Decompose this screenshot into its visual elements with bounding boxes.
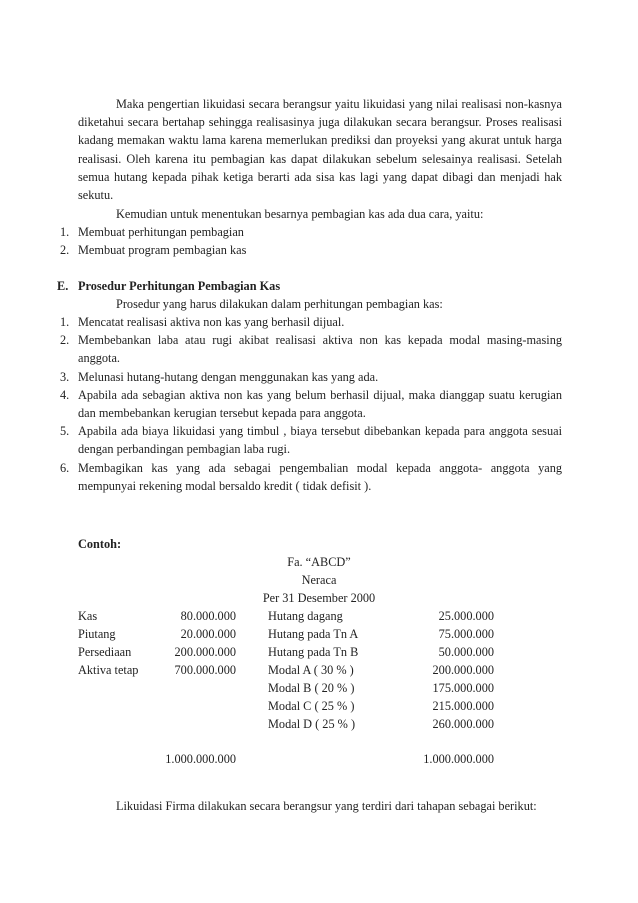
asset-value: 20.000.000 <box>180 627 236 641</box>
intro-paragraph: Maka pengertian likuidasi secara berangsur yaitu likuidasi yang nilai realisasi non-kasnya diketahui secara bertahap sehingga realisasinya juga dilakukan secara berangsur. Proses realisasi kadang memakan waktu lama karena memerlukan prediksi dan proyeksi yang akurat untuk harga realisasi. Oleh karena itu pembagian kas dapat dilakukan sebelum selesainya realisasi. Setelah semua hutang kepada pihak ketiga berarti ada sisa kas lagi yang dapat dibagi dan menjadi hak sekutu. <box>78 97 562 203</box>
closing-paragraph: Likuidasi Firma dilakukan secara berangsur yang terdiri dari tahapan sebagai berikut: <box>116 799 537 813</box>
section-title: Prosedur Perhitungan Pembagian Kas <box>78 279 281 293</box>
liability-name: Hutang pada Tn A <box>268 627 359 641</box>
total-assets: 1.000.000.000 <box>165 752 236 766</box>
liability-value: 175.000.000 <box>432 681 494 695</box>
asset-value: 700.000.000 <box>174 663 236 677</box>
report-date: Per 31 Desember 2000 <box>262 591 376 605</box>
list-item: 4. Apabila ada sebagian aktiva non kas yang belum berhasil dijual, maka dianggap suatu kerugian dan membebankan kerugian tersebut kepada para anggota. <box>60 387 562 421</box>
asset-name: Aktiva tetap <box>78 663 139 677</box>
liability-value: 215.000.000 <box>432 699 494 713</box>
liability-value: 75.000.000 <box>438 627 494 641</box>
section-letter: E. <box>57 279 69 293</box>
asset-name: Kas <box>78 609 98 623</box>
asset-name: Persediaan <box>78 645 132 659</box>
liability-name: Hutang pada Tn B <box>268 645 359 659</box>
liability-value: 200.000.000 <box>432 663 494 677</box>
example-label: Contoh: <box>78 537 122 551</box>
asset-name: Piutang <box>78 627 116 641</box>
liability-name: Modal C ( 25 % ) <box>268 699 355 713</box>
liability-name: Modal D ( 25 % ) <box>268 717 356 731</box>
section-lead: Prosedur yang harus dilakukan dalam perhitungan pembagian kas: <box>116 297 443 311</box>
liability-value: 25.000.000 <box>438 609 494 623</box>
list-item: 5. Apabila ada biaya likuidasi yang timbul , biaya tersebut dibebankan kepada para anggota sesuai dengan perbandingan pembagian laba rugi. <box>60 424 562 457</box>
liability-value: 50.000.000 <box>438 645 494 659</box>
liability-name: Modal A ( 30 % ) <box>268 663 354 677</box>
list-item: 3. Melunasi hutang-hutang dengan menggunakan kas yang ada. <box>60 369 379 384</box>
liability-name: Hutang dagang <box>268 609 343 623</box>
list-item: 6. Membagikan kas yang ada sebagai pengembalian modal kepada anggota- anggota yang mempunyai rekening modal bersaldo kredit ( tidak defisit ). <box>60 460 562 493</box>
list-item: 2. Membuat program pembagian kas <box>60 243 247 258</box>
ways-list <box>60 223 562 259</box>
liability-value: 260.000.000 <box>432 717 494 731</box>
list-item: 1. Membuat perhitungan pembagian <box>60 225 244 239</box>
liability-name: Modal B ( 20 % ) <box>268 681 355 695</box>
report-title: Neraca <box>301 573 337 587</box>
steps-list <box>60 313 562 495</box>
asset-value: 200.000.000 <box>174 645 236 659</box>
firm-name: Fa. “ABCD” <box>287 555 351 569</box>
list-item: 1. Mencatat realisasi aktiva non kas yang berhasil dijual. <box>60 315 345 329</box>
total-liabilities: 1.000.000.000 <box>423 752 494 766</box>
list-item: 2. Membebankan laba atau rugi akibat realisasi aktiva non kas kepada modal masing-masing anggota. <box>60 333 562 366</box>
intro-paragraph-2: Kemudian untuk menentukan besarnya pembagian kas ada dua cara, yaitu: <box>116 207 484 221</box>
asset-value: 80.000.000 <box>180 609 236 623</box>
